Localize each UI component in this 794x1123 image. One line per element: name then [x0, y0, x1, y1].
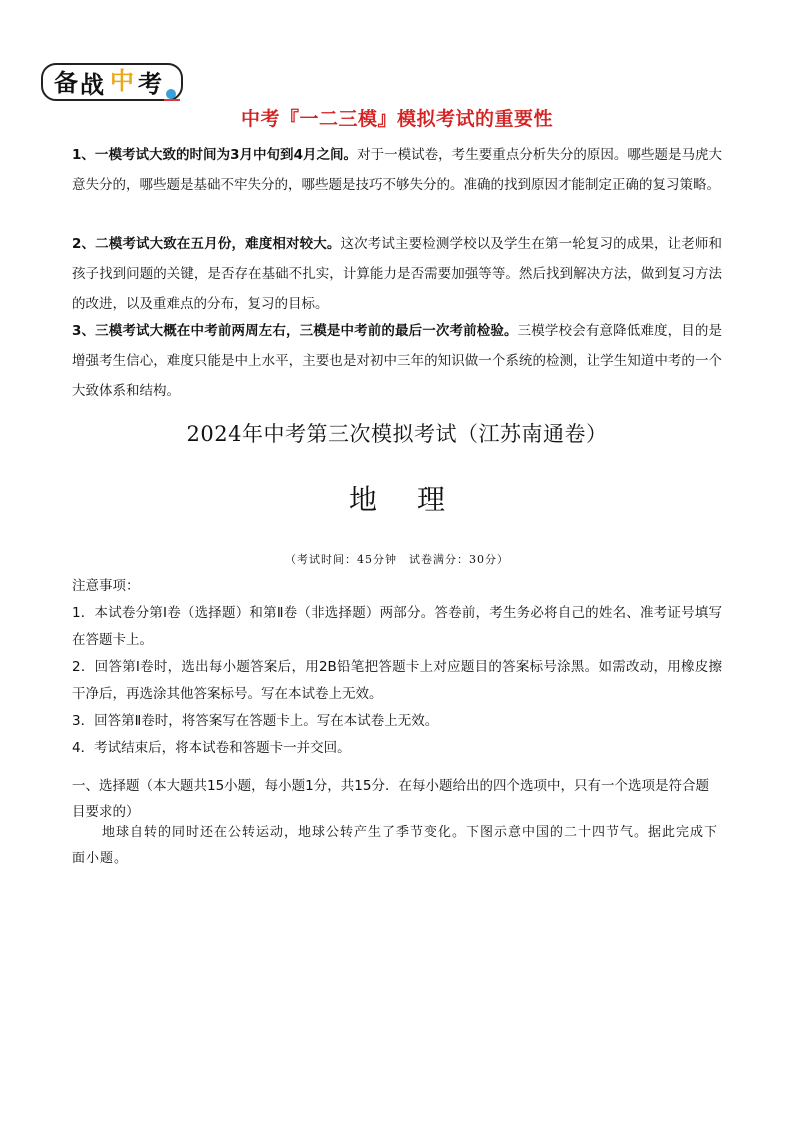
intro-paragraph-3-lead: 3、三模考试大概在中考前两周左右，三模是中考前的最后一次考前检验。: [72, 323, 518, 339]
intro-paragraph-3: [72, 316, 722, 406]
intro-paragraph-2: [72, 229, 722, 319]
svg-text:备: 备: [54, 69, 78, 97]
section-description: （本大题共15小题，每小题1分，共15分．在每小题给出的四个选项中，只有一个选项是符合题目要求的）: [72, 778, 709, 820]
notes-item: 4．考试结束后，将本试卷和答题卡一并交回。: [72, 740, 351, 756]
notes-heading: 注意事项：: [72, 578, 140, 594]
section-heading: [72, 773, 722, 825]
svg-text:中: 中: [110, 67, 134, 95]
intro-paragraph-2-lead: 2、二模考试大致在五月份，难度相对较大。: [72, 236, 341, 252]
svg-text:战: 战: [80, 71, 104, 99]
intro-paragraph-1-lead: 1、一模考试大致的时间为3月中旬到4月之间。: [72, 147, 358, 163]
notes-item: 2．回答第Ⅰ卷时，选出每小题答案后，用2B铅笔把答题卡上对应题目的答案标号涂黑。如需改动，用橡皮擦干净后，再选涂其他答案标号。写在本试卷上无效。: [72, 659, 722, 702]
exam-info: （考试时间：45分钟 试卷满分：30分）: [285, 553, 509, 566]
intro-paragraph-3-body: 三模学校会有意降低难度，目的是增强考生信心，难度只能是中上水平，主要也是对初中三年的知识做一个系统的检测，让学生知道中考的一个大致体系和结构。: [72, 323, 722, 399]
notes-item: 1．本试卷分第Ⅰ卷（选择题）和第Ⅱ卷（非选择题）两部分。答卷前，考生务必将自己的姓名、准考证号填写在答题卡上。: [72, 605, 722, 648]
brand-logo: [40, 58, 190, 108]
notes-block: [72, 573, 722, 762]
intro-paragraph-1: [72, 140, 722, 200]
intro-paragraph-2-body: 这次考试主要检测学校以及学生在第一轮复习的成果，让老师和孩子找到问题的关键，是否存在基础不扎实，计算能力是否需要加强等等。然后找到解决方法，做到复习方法的改进，以及重难点的分布，复习的目标。: [72, 236, 722, 312]
svg-text:考: 考: [138, 70, 162, 98]
intro-paragraph-1-body: 对于一模试卷，考生要重点分析失分的原因。哪些题是马虎大意失分的，哪些题是基础不牢失分的，哪些题是技巧不够失分的。准确的找到原因才能制定正确的复习策略。: [72, 147, 723, 193]
question-stem: 地球自转的同时还在公转运动，地球公转产生了季节变化。下图示意中国的二十四节气。据此完成下面小题。: [72, 825, 719, 866]
notes-item: 3．回答第Ⅱ卷时，将答案写在答题卡上。写在本试卷上无效。: [72, 713, 439, 729]
subject-title: 地理: [348, 483, 485, 516]
intro-title: 中考『一二三模』模拟考试的重要性: [240, 108, 553, 130]
exam-title: 2024年中考第三次模拟考试（江苏南通卷）: [186, 422, 608, 446]
section-label: 一、选择题: [72, 778, 140, 794]
